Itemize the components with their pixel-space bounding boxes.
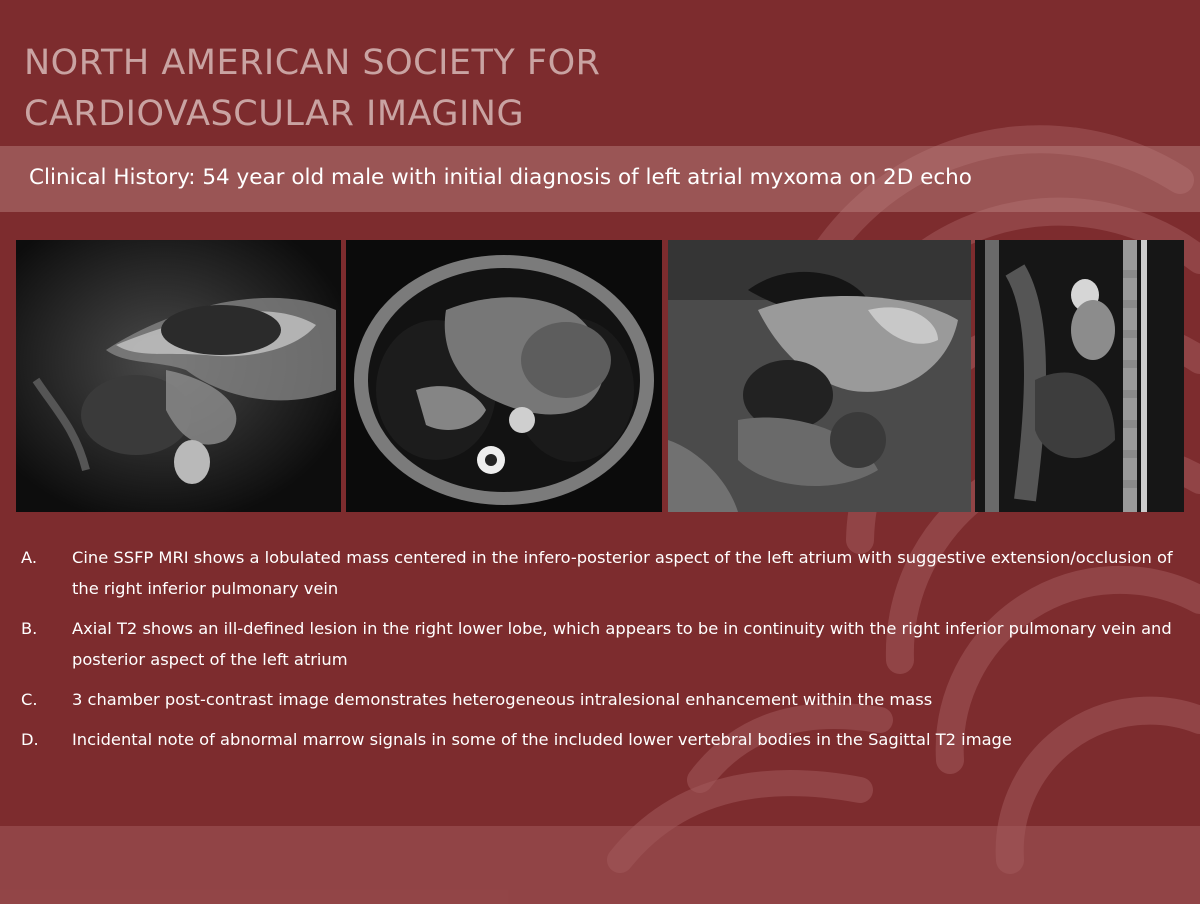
finding-text: 3 chamber post-contrast image demonstrates heterogeneous intralesional enhancement within the mass <box>72 690 933 709</box>
finding-letter: B. <box>21 619 38 638</box>
findings-list <box>0 542 1200 755</box>
organization-title-line1: NORTH AMERICAN SOCIETY FOR <box>24 43 601 83</box>
three-chamber-post-contrast-image <box>668 240 971 512</box>
finding-text: Incidental note of abnormal marrow signals in some of the included lower vertebral bodies in the Sagittal T2 image <box>72 730 1012 749</box>
clinical-history: Clinical History: 54 year old male with initial diagnosis of left atrial myxoma on 2D echo <box>29 165 972 190</box>
finding-a <box>0 542 1200 604</box>
finding-letter: C. <box>21 690 38 709</box>
organization-title-line2: CARDIOVASCULAR IMAGING <box>24 94 525 134</box>
organization-title <box>24 38 600 140</box>
finding-d <box>0 724 1200 755</box>
finding-text: Axial T2 shows an ill-defined lesion in the right lower lobe, which appears to be in continuity with the right inferior pulmonary vein and posterior aspect of the left atrium <box>72 619 1172 669</box>
finding-c <box>0 684 1200 715</box>
finding-b <box>0 613 1200 675</box>
cine-ssfp-mri-image <box>16 240 341 512</box>
finding-text: Cine SSFP MRI shows a lobulated mass centered in the infero-posterior aspect of the left atrium with suggestive extension/occlusion of the right inferior pulmonary vein <box>72 548 1173 598</box>
finding-letter: A. <box>21 548 38 567</box>
finding-letter: D. <box>21 730 39 749</box>
axial-t2-image <box>346 240 662 512</box>
sagittal-t2-image <box>975 240 1184 512</box>
